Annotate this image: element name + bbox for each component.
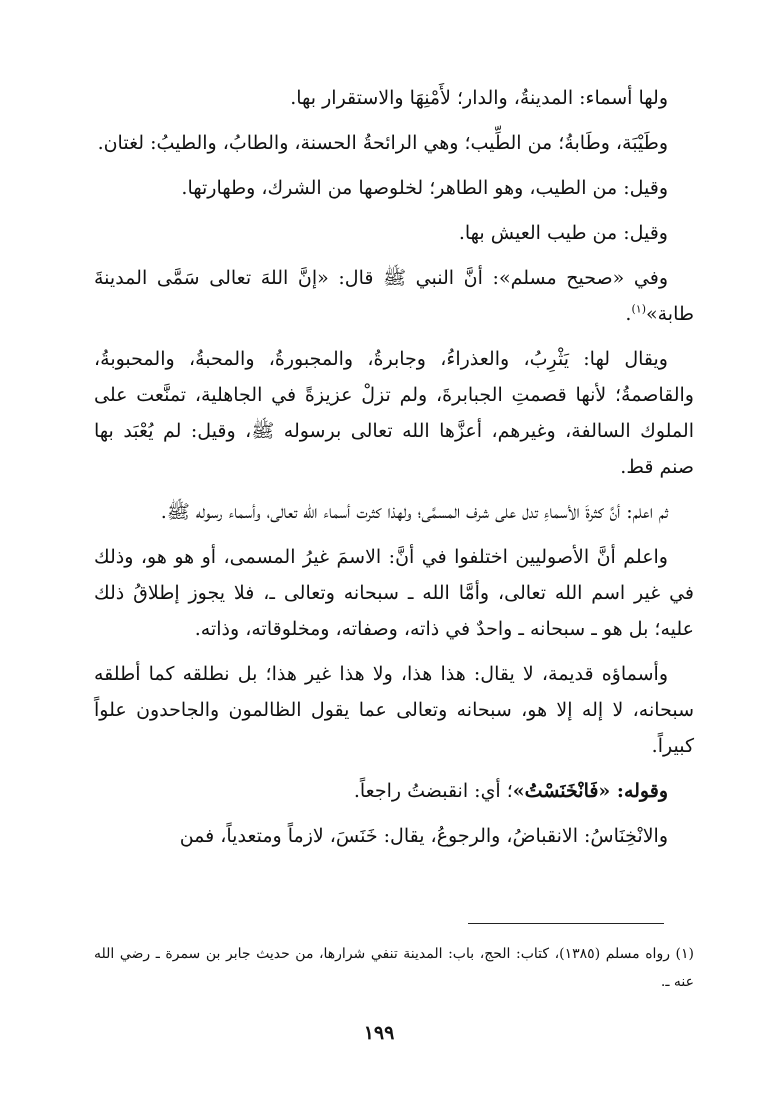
paragraph-names: ولها أسماء: المدينةُ، والدار؛ لأَمْنِهَا والاستقرار بها.	[290, 87, 668, 109]
paragraph-muslim-hadith: وفي «صحيح مسلم»: أنَّ النبي ﷺ قال: «إنَّ اللهَ تعالى سَمَّى المدينةَ طابة»$^{(١)}$.	[94, 267, 694, 325]
paragraph-names-honor: ثم اعلم: أنَّ كثرةَ الأسماءِ تدل على شرف المسمَّى؛ ولهذا كثرت أسماء الله تعالى، وأسماء رسوله ﷺ.	[160, 501, 668, 523]
footnote-text: (١) رواه مسلم (١٣٨٥)، كتاب: الحج، باب: المدينة تنفي شرارها، من حديث جابر بن سمرة ـ رضي الله عنه ـ.	[94, 946, 694, 990]
main-text	[94, 80, 694, 863]
paragraph-aysh: وقيل: من طيب العيش بها.	[458, 222, 668, 244]
paragraph-asmauhu: وأسماؤه قديمة، لا يقال: هذا هذا، ولا هذا غير هذا؛ بل نطلقه كما أطلقه سبحانه، لا إله إلا هو، سبحانه وتعالى عما يقول الظالمون والجاحدون علواً كبيراً.	[94, 663, 694, 757]
paragraph-usuliyyin: واعلم أنَّ الأصوليين اختلفوا في أنَّ: الاسمَ غيرُ المسمى، أو هو هو، وذلك في غير اسم الله تعالى، وأمَّا الله ـ سبحانه وتعالى ـ، فلا يجوز إطلاقُ ذلك عليه؛ بل هو ـ سبحانه ـ واحدٌ في ذاته، وصفاته، ومخلوقاته، وذاته.	[94, 546, 694, 640]
paragraph-tayba: وطَيْبَة، وطَابةُ؛ من الطِّيب؛ وهي الرائحةُ الحسنة، والطابُ، والطيبُ: لغتان.	[97, 132, 668, 154]
footnote-marker: (١)	[631, 302, 646, 316]
page-number: ١٩٩	[363, 1022, 395, 1044]
footnote	[94, 940, 694, 996]
paragraph-yathrib: ويقال لها: يَثْرِبُ، والعذراءُ، وجابرةُ، والمجبورةُ، والمحبةُ، والمحبوبةُ، والقاصمةُ؛ لأنها قصمتِ الجبابرةَ، ولم تزلْ عزيزةً في الجاهلية، تمنَّعت على الملوك السالفة، وغيرهم، أعزَّها الله تعالى برسوله ﷺ، وقيل: لم يُعْبَد بها صنم قط.	[94, 348, 694, 478]
paragraph-tahir: وقيل: من الطيب، وهو الطاهر؛ لخلوصها من الشرك، وطهارتها.	[181, 177, 668, 199]
footnote-divider	[468, 923, 664, 924]
paragraph-inkhinas: والانْخِنَاسُ: الانقباضُ، والرجوعُ، يقال: خَنَسَ، لازماً ومتعدياً، فمن	[179, 825, 668, 847]
paragraph-inkhanastu: وقوله: «فَانْخَنَسْتُ»؛ أي: انقبضتُ راجعاً.	[353, 780, 668, 802]
bold-term: وقوله: «فَانْخَنَسْتُ»	[512, 780, 668, 802]
